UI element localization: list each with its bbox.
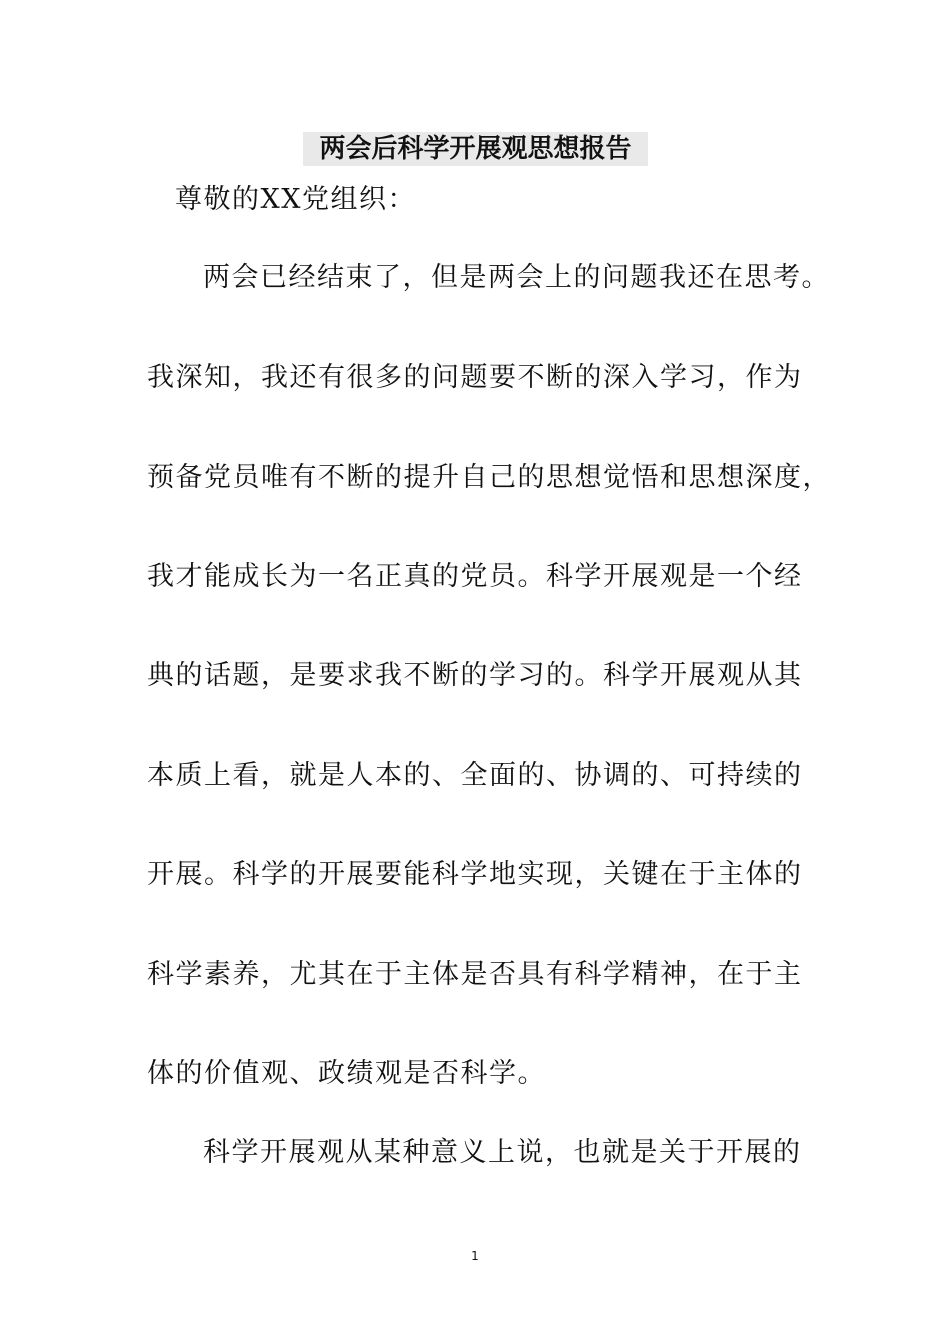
paragraph-1-line-3: 预备党员唯有不断的提升自己的思想觉悟和思想深度，	[147, 462, 831, 493]
paragraph-1-line-9: 体的价值观、政绩观是否科学。	[147, 1058, 546, 1089]
paragraph-1-line-7: 开展。科学的开展要能科学地实现，关键在于主体的	[147, 859, 803, 890]
paragraph-1-line-2: 我深知，我还有很多的问题要不断的深入学习，作为	[147, 362, 803, 393]
paragraph-1-line-4: 我才能成长为一名正真的党员。科学开展观是一个经	[147, 561, 803, 592]
page-number: 1	[471, 1249, 479, 1263]
paragraph-1-line-6: 本质上看，就是人本的、全面的、协调的、可持续的	[147, 760, 803, 791]
paragraph-1-line-8: 科学素养，尤其在于主体是否具有科学精神，在于主	[147, 959, 803, 990]
salutation: 尊敬的XX党组织：	[175, 184, 416, 215]
paragraph-1-line-1: 两会已经结束了，但是两会上的问题我还在思考。	[203, 262, 830, 293]
paragraph-1-line-5: 典的话题，是要求我不断的学习的。科学开展观从其	[147, 660, 803, 691]
paragraph-2-line-1: 科学开展观从某种意义上说，也就是关于开展的	[203, 1137, 802, 1168]
document-title: 两会后科学开展观思想报告	[303, 132, 648, 166]
